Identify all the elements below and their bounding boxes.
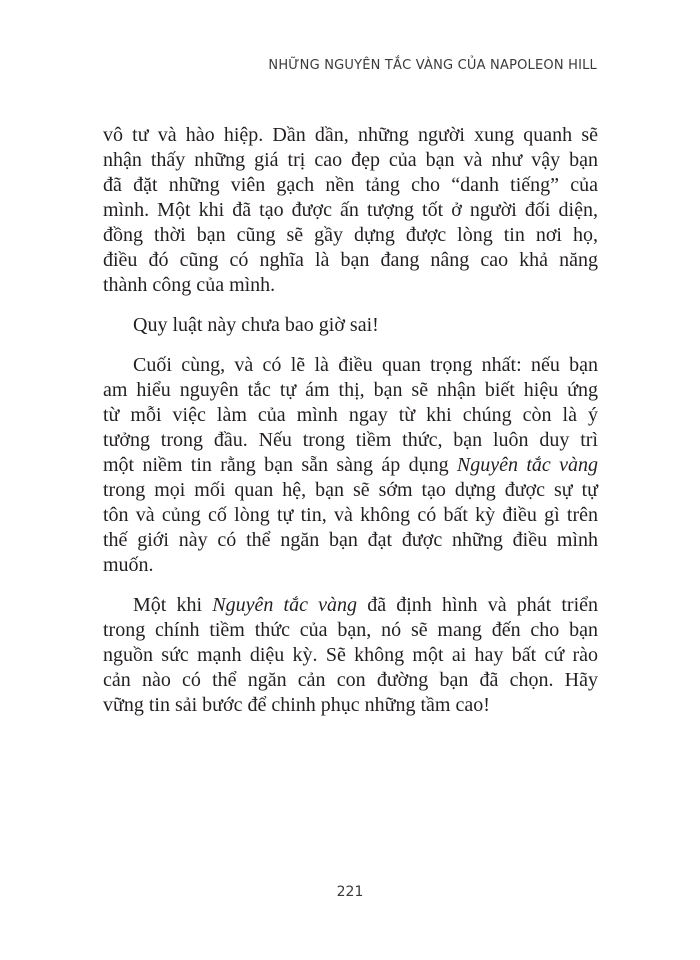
text-run: trong chính tiềm thức của bạn, nó sẽ mang đến cho bạn	[103, 619, 598, 641]
text-run: Cuối cùng, và có lẽ là điều quan trọng nhất: nếu bạn	[133, 354, 598, 376]
text-run: đã định hình và phát triển	[357, 594, 599, 616]
text-run: thành công của mình.	[103, 274, 276, 296]
italic-text: Nguyên tắc vàng	[456, 454, 599, 476]
text-line	[103, 643, 598, 668]
text-line	[103, 313, 598, 338]
text-run: trong mọi mối quan hệ, bạn sẽ sớm tạo dựng được sự tự	[103, 479, 598, 501]
text-line	[103, 123, 598, 148]
text-run: điều đó cũng có nghĩa là bạn đang nâng cao khả năng	[103, 249, 598, 271]
text-line	[103, 478, 598, 503]
text-line	[103, 618, 598, 643]
text-line	[103, 593, 598, 618]
text-run: vững tin sải bước để chinh phục những tầm cao!	[103, 694, 490, 716]
text-run: vô tư và hào hiệp. Dần dần, những người xung quanh sẽ	[103, 124, 598, 146]
running-head-title: NHỮNG NGUYÊN TẮC VÀNG CỦA NAPOLEON HILL	[268, 58, 597, 73]
text-line	[103, 693, 598, 718]
text-run: thế giới này có thể ngăn bạn đạt được những điều mình	[103, 529, 598, 551]
text-run: đã đặt những viên gạch nền tảng cho “danh tiếng” của	[103, 174, 598, 196]
text-line	[103, 353, 598, 378]
text-line	[103, 223, 598, 248]
text-run: từ mỗi việc làm của mình ngay từ khi chúng còn là ý	[103, 404, 598, 426]
text-run: nhận thấy những giá trị cao đẹp của bạn và như vậy bạn	[103, 149, 598, 171]
text-run: tôn và củng cố lòng tự tin, và không có bất kỳ điều gì trên	[103, 504, 598, 526]
text-run: đồng thời bạn cũng sẽ gầy dựng được lòng tin nơi họ,	[103, 224, 598, 246]
page-number: 221	[336, 884, 364, 900]
text-run: tưởng trong đầu. Nếu trong tiềm thức, bạn luôn duy trì	[103, 429, 598, 451]
text-line	[103, 403, 598, 428]
italic-text: Nguyên tắc vàng	[212, 594, 358, 616]
paragraph	[103, 593, 598, 718]
paragraph	[103, 353, 598, 578]
text-run: Một khi	[133, 594, 213, 616]
text-line	[103, 553, 598, 578]
text-run: nguồn sức mạnh diệu kỳ. Sẽ không một ai hay bất cứ rào	[103, 644, 598, 666]
text-run: cản nào có thể ngăn cản con đường bạn đã chọn. Hãy	[103, 669, 598, 691]
text-line	[103, 378, 598, 403]
text-run: muốn.	[103, 554, 154, 576]
text-line	[103, 428, 598, 453]
text-line	[103, 173, 598, 198]
text-run: am hiểu nguyên tắc tự ám thị, bạn sẽ nhận biết hiệu ứng	[103, 379, 598, 401]
text-run: mình. Một khi đã tạo được ấn tượng tốt ở người đối diện,	[103, 199, 598, 221]
paragraph	[103, 313, 598, 338]
text-line	[103, 453, 598, 478]
text-line	[103, 148, 598, 173]
text-line	[103, 528, 598, 553]
text-run: Quy luật này chưa bao giờ sai!	[133, 314, 379, 336]
text-line	[103, 248, 598, 273]
body-text	[103, 123, 598, 733]
text-line	[103, 273, 598, 298]
text-run: một niềm tin rằng bạn sẵn sàng áp dụng	[103, 454, 457, 476]
text-line	[103, 198, 598, 223]
text-line	[103, 668, 598, 693]
paragraph	[103, 123, 598, 298]
text-line	[103, 503, 598, 528]
